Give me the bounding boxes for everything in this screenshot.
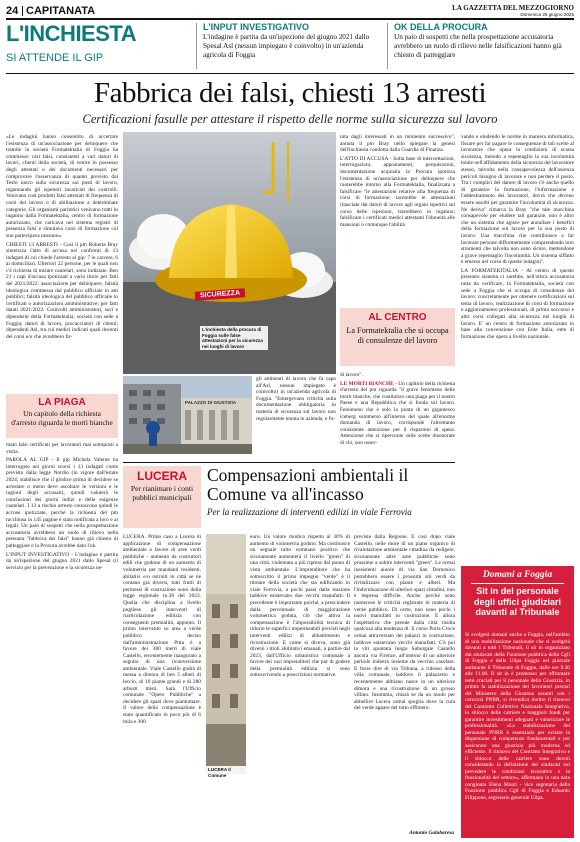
piaga-kicker: LA PIAGA [38,397,86,408]
masthead [6,5,574,17]
inchiesta-title: L'INCHIESTA [6,21,137,46]
topbar-rule [6,73,574,74]
lucera-photo-caption: LUCERA Il Comune [206,766,246,779]
lucera-kicker-text: Per rianimare i conti pubblici municipali [130,484,194,502]
input-text: L'indagine è partita da un'ispezione del giugno 2021 dallo Spesal Asl (nessun impiegato è coinvolto) in un'azienda agricola di Foggia [203,33,370,59]
domani-box [461,566,574,838]
page-number: 24 [6,5,19,17]
main-subhead: Certificazioni fasulle per attestare il rispetto delle norme sulla sicurezza sul lavoro [82,112,498,126]
section-name: CAPITANATA [26,5,96,17]
courthouse-photo [123,376,252,454]
lucera-kicker-box [123,466,201,528]
input-kicker: L'INPUT INVESTIGATIVO [203,22,309,32]
issue-date: Domenica 29 giugno 2025 [520,12,574,17]
piaga-body-2: PAROLA AL GIP - Il gip Michela Valente ha interrogato nei giorni scorsi i 13 indagati come previsto dalla legge Nordio (in vigore dall'estate 2024; stabilisce che il giudice prima di decidere se arrestare o meno deve ascoltare le versioni e le ragioni degli accusati), quindi valuterà le conclusioni dei giorni indizi e delle esigenze cautelari. I 13 a rischio arresto conoscono quindi le accuse ipotizzate, perché la richiesta del pm racchiusa in 145 pagine è stata notificata a loro e ai legali. Un paio di sospetti che nella prospettazione accusatoria avrebbero un ruolo di rilievo nella presunta "fabbrica dei falsi" hanno già chiesto di patteggiare e la Procura avrebbe dato l'ok. [6,457,118,549]
col1-para-1: «Le indagini hanno consentito di accertare l'esistenza di un'associazione per delinquere che tramite la società Formatektalia di Foggia ha commesso vari falsi, consistenti a vari datori di lavori, clienti della società, di venire in possesso degli attestati e dei documenti necessari per comprovare l'osservanza di quanto previsto dal Testo unico sulla sicurezza sui posti di lavoro, ingannando gli ispettori incaricati dei controlli. Venivano così prodotti falsi attestati di frequenza di corsi dei lavoro o di abilitazione a determinate categorie. Gli organismi paritetici venivano tratti in inganno dalla Formatektalia, centro di formazione autorizzato, che caricava nel sistema registri di presenza falsi e simulava corsi di formazione col suo partecipava nessuno». [6,134,118,239]
main-headline: Fabbrica dei falsi, chiesti 13 arresti [93,77,487,109]
piaga-col [6,442,118,838]
article-col-3 [340,134,455,306]
col3-para-1: nita dagli interessati in un momento successivo", annota il pm Bray nello spiegare la genesi dell'inchiesta condotta dalla Guardia di Finanza. [340,134,455,154]
courthouse-sign: PALAZZO DI GIUSTIZIA [185,400,237,405]
col3-para-2: L'ATTO DI ACCUSA - Sulla base di intercettazioni, interrogazioni, appostamenti, perquisizioni, documentazione acquisita la Procura ipotizza l'esistenza di un'associazione per delinquere che ruoterebbe intorno alla Formatektalia, finalizzata a falsificare "le attestazioni relative alla frequenza di corsi di formazione; tacerebbe le attestazioni rilasciate dai datori di lavoro agli organi ispettivi sul corso delle ispezioni, trarrebbero in inganno; falsificare i certificati medici attestanti l'idoneità alle mansioni o comunque l'abilità [340,155,455,228]
courthouse-illustration [123,376,252,454]
al-centro-text: La Formatektalia che si occupa di consulenze del lavoro [346,326,449,345]
morti-bianche-text: - Un capitolo della richiesta d'arresto del pm riguarda "il grave fenomeno delle morti bianche, che costituisce una piaga per il nostro Paese e una Repubblica che si fonda sul lavoro. Fenomeno che è solo la punta di un gigantesco iceberg sommerso all'interno del quale all'enorme domanda di lavoro, corrisponde l'altrettanto consistente attenzione per il risparmio di spesa. Attenzione che si ripercuote sulle scelte disonorate di chi, non osser- [340,380,455,446]
main-photo-caption: L'inchiesta della procura di Foggia sulle false attestazioni per la sicurezza nei luoghi di lavoro [200,326,268,350]
col3-morti-bianche [340,381,455,447]
piaga-box [6,394,118,438]
lucera-top-rule [123,462,455,463]
piaga-body-3: L'INPUT INVESTIGATIVO - L'indagine è partita da un'ispezione del giugno 2021 dallo Spesal (il servizio per la prevenzione e la sicurezza ne- [6,551,118,571]
lucera-col3-para: previste dalla Regione. E così dopo viale Castello, nelle more di un piano organico di rivalutazione ambientale cittadina da redigere, sicuramente altre aree pubbliche sono prossime a subire interventi "green". Le ormai inesistenti aiuole di via San Domenico potrebbero essere i prossimi siti verdi da rivitalizzare con piante e alberi. Ma l'individuazione di ulteriori spazi cittadini, non è impresa difficile. Anche perché sono numerose le criticità registrate in materia di verde pubblico. Di certo, non sono pochi i nuovi manufatti in costruzione. E allora l'aspettativa che prende dalla città risulta qualcosa alla tendenza di. Il corso Porta Croce ormai attraversato dei palazzi in costruzione, laddove esistevano vecchi manufatti. C'è poi la vili spuntata lungo Suburgale Castello ancora via Firenze, all'interno di un ulteriore periodo indietro insieme da vecchio casolare. E forse dire di via Tribuna, a ridosso della villa comunale, laddove il palazzetto e recentemente abbiano nasce in un ulteriore dimora e una ricostruzione di un grosso villino. Insomma, chissà se da un modo per abbellire Lucera ormai spoglia dove la cura del verde appare del tutto effimero. [354,534,455,712]
lucera-kicker: LUCERA [137,469,187,483]
domani-kicker: Domani a Foggia [482,570,553,580]
article-col-mid [256,376,336,456]
article-col-1 [6,134,118,389]
lucera-col-3 [354,534,455,830]
procura-text: Un paio di sospetti che nella prospettazione accusatoria avrebbero un ruolo di rilievo nelle falsificazioni hanno già chiesto di patteggiare [394,33,562,59]
sicurezza-sign: SICUREZZA [195,288,246,300]
lucera-col2-para: euro. Un valore modico rispetto al 30% di aumento di volumetria goduto. Ma costituisce un segnale tutto sommato positivo che sicuramente aumenterà il livello "green" di una città, violentata a più riprese dal punto di vista ambientale. L'imprenditore che ha sottoscritto il primo impegno "verde" è il titolare della società che sta edificando in viale Ferrovia, a pochi passi dalla stazione laddove esistevano due vecchi manufatti. Il precedente è importante poiché, a prescindere dalla percentuale di maggiorazione volumetrica goduta, ciò che attiva la compensazione è l'impossibilità tecnica di ridurre le superfici impermeabili previsti negli interventi edilizi di abbattimento e ricostruzione. E come si diceva, sono già diversi i titoli abilitativi emanati, a partire dal 2023, dall'Ufficio urbanistica comunale a favore dei vari imprenditori che pur di godere della premialità edilizia si sono sottoscrivendo a prescrizioni normative. [250,534,350,679]
topbar-divider-1 [196,23,197,69]
procura-kicker: OK DELLA PROCURA [394,22,488,32]
topbar-divider-2 [387,23,388,69]
morti-bianche-kicker: LE MORTI BIANCHE [340,380,394,387]
newspaper-name: LA GAZZETTA DEL MEZZOGIORNO [452,4,574,12]
col4-para-2: LA FORMATEKITALIA - Al centro di questo presunto sistema ci sarebbe, nell'ottica accusatoria tutta da verificare, la Formatektalia, società con sede a Foggia che si occupa di consulenze del lavoro: concretamente per ottenere certificazioni sul tema di lavoro, realizzazione di corsi di formazione e aggiornamento professionali, di primo soccorso e altri corsi collegati alla sicurezza nei luoghi di lavoro. E' un centro di formazione autorizzato in base alla convenzione con Ente Italia, ente di formazione che opera a livello nazionale. [461,267,574,340]
lucera-photo [206,534,246,774]
al-centro-kicker: AL CENTRO [368,312,427,323]
masthead-divider [22,6,23,16]
al-centro-box [340,308,455,366]
domani-title: Sit in del personale degli uffici giudiziari davanti al Tribunale [473,586,561,617]
lucera-headline: Compensazioni ambientali il Comune va all'incasso [207,465,409,504]
lucera-building-illustration [206,534,246,774]
col4-para-1: vando e eludendo le norme in maniera informatica, fissare per far pagare le conseguenze di tali scelte al lavoratore che opera in condizioni di scarsa sicurezza, metodo a repentaglio la sua incolumità totale nell'affidamento della sicurezza del lavoratore stesso, talvolta nella consapevolezza dell'assenza pericoli bisogno di lavorare e non perdere il posto. Tra i complici del datore di lavoro c'è anche quello di garantire la formazione, l'informazione e l'addestramento dei lavoratori, dovrà che devono essere assolti per garantire l'incolumità di sicurezza. Ne deriva" rimarca la Bray "che tale macchina consapevole per eludere tali garanzie, non è altro che un sistema che agisce per annullare i benefici della formazione sul lavoro per la sua posto di lavoro. Una macchina che contribuisce a far lavorare persone difformemente comprendendo loro strumenti che talvolta non sono sicure, mettendone a grave repentaglio l'incolumità. Un sistema siffatto è emerso nel corso di queste indagini". [461,134,574,266]
lucera-col-1 [123,534,201,838]
lucera-author: Antonio Galabaresa [409,830,454,836]
piaga-text: Un capitolo della richiesta d'arresto riguarda le morti bianche [11,409,113,427]
piaga-body-1: mato falsi certificati per lavoratori mai sottoposti a visita. [6,442,118,455]
lucera-col-2 [250,534,350,838]
domani-body: Si svolgerà domani anche a Foggia, nell'ambito di una mobilitazione nazionale che si svolgerà davanti a tutti i Tribunali, il sit in organizzato dai sindacati della Funzione pubblica della Cgil di Foggia e della Uilpa Foggia nel piazzale antistante il Tribunale di Foggia, dalle ore 9.30 alle 11.00. Il sit in è promosso per affrontare temi cruciali per il personale della Giustizia, in primis la stabilizzazione dei lavoratori precari del Ministero della Giustizia assunti con i concorsi PNRR, si rivendica inoltre il rinnovo del Contratto Collettivo Nazionale Integrativo, lo sblocco delle carriere e maggiori fondi per garantire investimenti adeguati e valorizzare le professionalità. «La stabilizzazione del personale PNRR è essenziale per evitare la dispersione di competenze fondamentali e per assicurare una giustizia più moderna ed efficiente. Il rinnovo del Contratto Integrativo e il sblocco delle carriere sono dovuti considerando la definizione dei sindacati nel prevedere le condizioni lavorative e la funzionalità del settore», affermano in una nota congiunta Elena Monti - vice segretaria della Funzione pubblica Cgil di Foggia e Edoardo Filippone, segretario generale Uilpa. [465,632,570,801]
col-mid-para: gli ambienti di lavoro che fa capo all'Asl, nessun impiegato è coinvolto) in un'azienda agricola di Foggia. "Emergevano criticità sulla documentazione obbligatoria in materia di sicurezza sul lavoro non regolarmente tenuta in azienda, e fu- [256,376,336,422]
lucera-col1-para: LUCERA. Primo caso a Lucera di applicazione di compensazione ambientale a favore di aree verdi pubbliche - aumento da costruttori edili che godono di un aumento di volumetria per mandanti residenti, abitativi e/o ostruiti in città se ne contano già diversi, tutti frutti di permessi di costruzione sono della legge regionale (n.36 del 2023. Quella che disciplina a livello pugliese gli interventi di riarticolazione edilizia con conseguenti premialità, appunto. Il primo intervento su area a verde pubblico deciso dall'amministrazione Pitta è a favore dei 300 metri di viale Castello, recentemente inaugurato a seguito di una riconversione ambientale. Viale Castello godrà di messa a dimora di ben 5 alberi di leccio, di 10 piante grandi e di 280 arbusti misti. Sarà l'Ufficio comunale "Opere Pubbliche" a decidere gli spazi dove piantumare. Il valore della compensazione è stato quantificato in poco più di 6 mila e 300 [123,534,201,725]
domani-rule [471,583,564,584]
lucera-subhead: Per la realizzazione di interventi edilizi in viale Ferrovia [207,507,412,517]
inchiesta-subtitle: SI ATTENDE IL GIP [6,52,104,64]
article-col-4 [461,134,574,564]
col1-para-2: CHIESTI 13 ARRESTI - Così il pm Roberta Bray sintetizza l'atto di accusa nei confronti di 13 indagati di cui chiede l'arresto al gip: 7 in carcere, 6 ai domiciliari. Ulteriori 22 persone, per le quali non c'è richiesta di misure cautelari, sono indiziate. Ben 21 i capi d'accusa ipotizzati a vario titolo per fatti del 2021/2022: associazione per delinquere, falsità ideologica commessa dal pubblico ufficiale in atti pubblici; falsità ideologica del pubblico ufficiale in certificati o autorizzazioni amministrative; per fatti datati 2021/2022. Coinvolti amministratori, soci e dipendenti della Formatektalia, società con sede a Foggia; datori di lavoro, procacciatori di clienti; dipendenti Asl, tra cui medici indicati quali docenti dei corsi e/o che avrebbero fir- [6,241,118,340]
masthead-rule [6,18,574,20]
col3-tail: di lavoro". [340,372,363,378]
